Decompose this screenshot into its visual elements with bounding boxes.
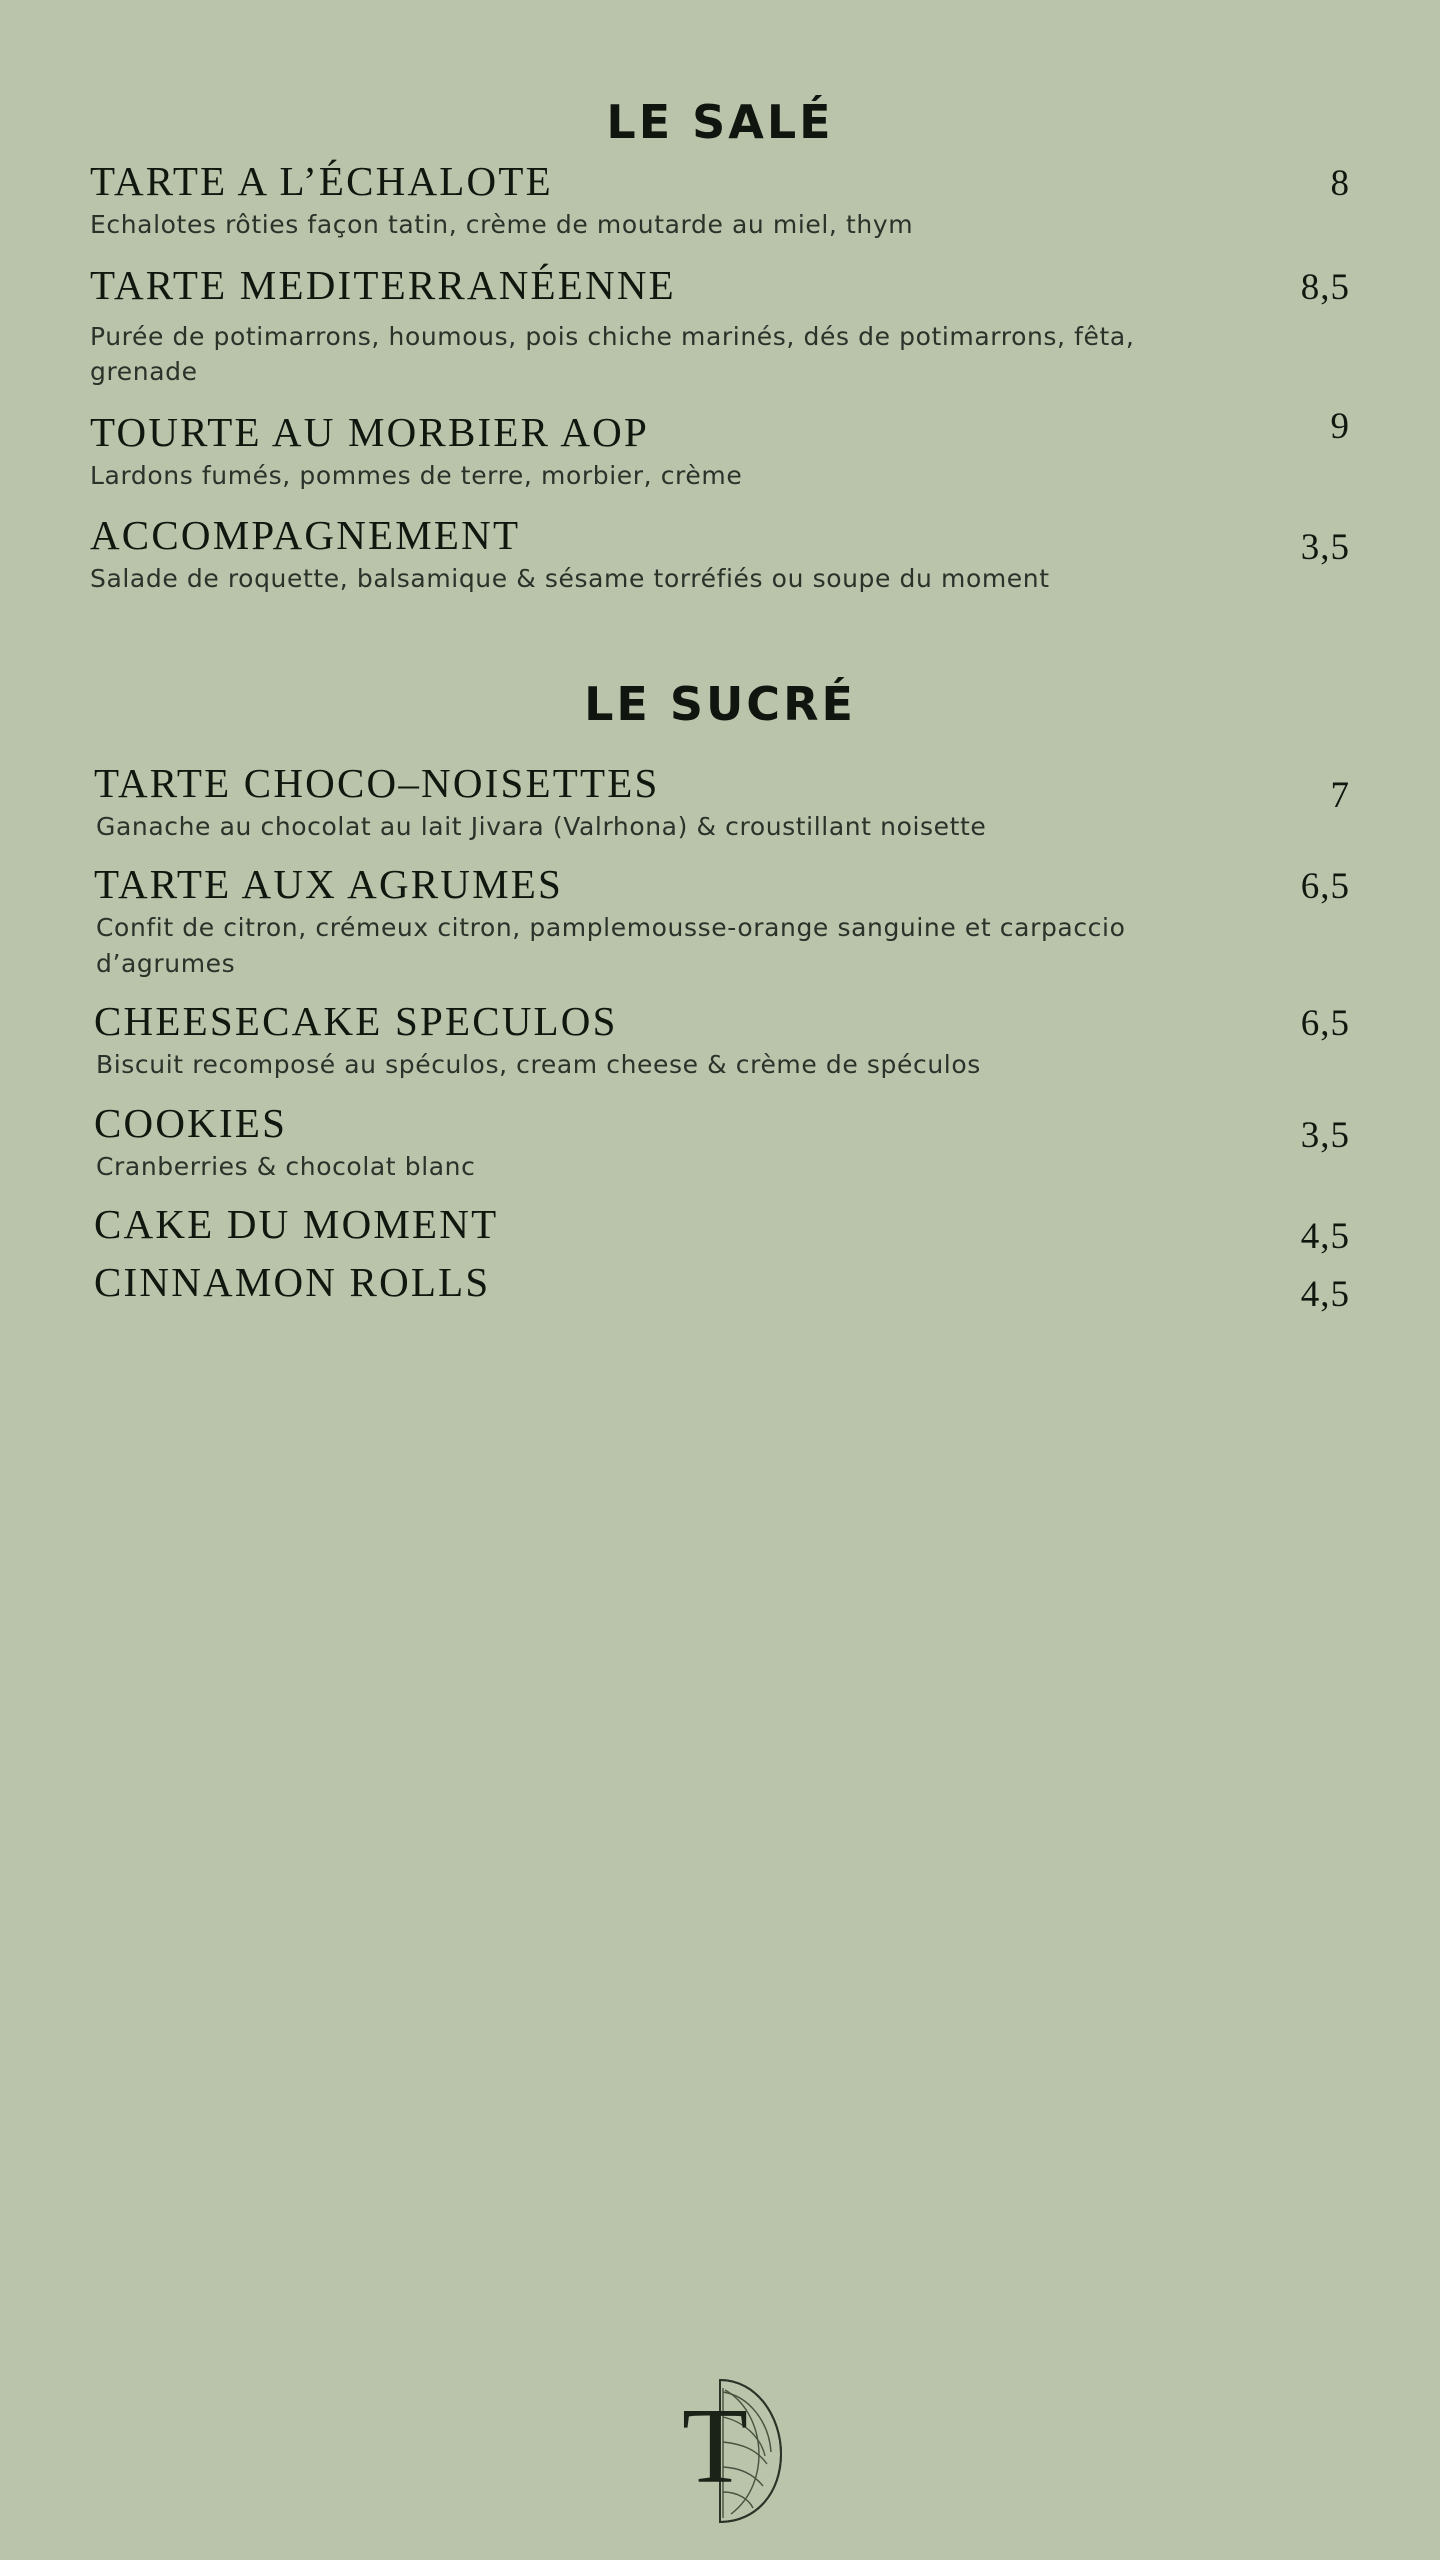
menu-item-head — [90, 261, 1350, 309]
menu-item-head — [90, 860, 1350, 908]
menu-item-head — [90, 157, 1350, 205]
menu-item-head — [90, 1099, 1350, 1156]
menu-item-description: Ganache au chocolat au lait Jivara (Valrhona) & croustillant noisette — [96, 811, 987, 841]
menu-item-name: TARTE CHOCO–NOISETTES — [94, 759, 660, 806]
menu-item — [90, 157, 1350, 243]
menu-item-price: 3,5 — [1300, 527, 1350, 568]
section-title-savoury: LE SALÉ — [606, 95, 834, 149]
menu-item-description: Purée de potimarrons, houmous, pois chiche marinés, dés de potimarrons, fêta, grenade — [90, 321, 1135, 386]
menu-item-name: CINNAMON ROLLS — [94, 1259, 491, 1305]
menu-item-description: Lardons fumés, pommes de terre, morbier, crème — [90, 460, 743, 490]
menu-item-price: 4,5 — [1300, 1274, 1350, 1315]
menu-item-head — [90, 759, 1350, 816]
menu-item-head — [90, 1200, 1350, 1257]
logo — [0, 2372, 1440, 2532]
menu-item-price: 8,5 — [1300, 266, 1350, 308]
menu-item-name: TOURTE AU MORBIER AOP — [90, 408, 649, 455]
menu-item-name: TARTE AUX AGRUMES — [94, 861, 564, 907]
menu-item-description: Echalotes rôties façon tatin, crème de moutarde au miel, thym — [90, 210, 914, 239]
menu-item — [90, 1258, 1350, 1315]
menu-item-price: 3,5 — [1300, 1114, 1350, 1156]
menu-item-name: CHEESECAKE SPECULOS — [94, 998, 618, 1044]
menu-item-description: Biscuit recomposé au spéculos, cream cheese & crème de spéculos — [96, 1050, 981, 1079]
menu-item-head — [90, 1258, 1350, 1315]
menu-item-name: TARTE A L’ÉCHALOTE — [90, 158, 553, 204]
section-savoury — [90, 0, 1350, 597]
menu-item-price: 6,5 — [1300, 1003, 1350, 1044]
svg-text:T: T — [682, 2387, 748, 2506]
section-sweet — [90, 615, 1350, 1315]
lemon-slice-logo — [645, 2372, 795, 2532]
menu-item — [90, 1200, 1350, 1257]
menu-item-description: Confit de citron, crémeux citron, pamplemousse-orange sanguine et carpaccio d’agrumes — [96, 913, 1126, 978]
menu-item-head — [90, 511, 1350, 568]
menu-item-name: TARTE MEDITERRANÉENNE — [90, 261, 676, 308]
menu-item-description: Salade de roquette, balsamique & sésame torréfiés ou soupe du moment — [90, 564, 1050, 593]
menu-item — [90, 1099, 1350, 1185]
menu-item-price: 8 — [1330, 163, 1350, 204]
menu-item-price: 7 — [1330, 774, 1350, 816]
menu-item — [90, 860, 1350, 981]
menu-item — [90, 997, 1350, 1083]
menu-item-head — [90, 997, 1350, 1045]
menu-item-price: 9 — [1330, 405, 1350, 447]
menu-item-price: 6,5 — [1300, 866, 1350, 907]
menu-item-head — [90, 405, 1350, 456]
menu-item-name: COOKIES — [94, 1099, 288, 1146]
menu-item-name: ACCOMPAGNEMENT — [90, 512, 521, 558]
section-title-sweet: LE SUCRÉ — [584, 676, 856, 731]
menu-item — [90, 511, 1350, 597]
menu-item-description: Cranberries & chocolat blanc — [96, 1151, 476, 1181]
menu-item — [90, 261, 1350, 390]
menu-item — [90, 405, 1350, 494]
menu-item — [90, 759, 1350, 845]
menu-item-name: CAKE DU MOMENT — [94, 1201, 499, 1247]
menu-item-price: 4,5 — [1300, 1216, 1350, 1257]
